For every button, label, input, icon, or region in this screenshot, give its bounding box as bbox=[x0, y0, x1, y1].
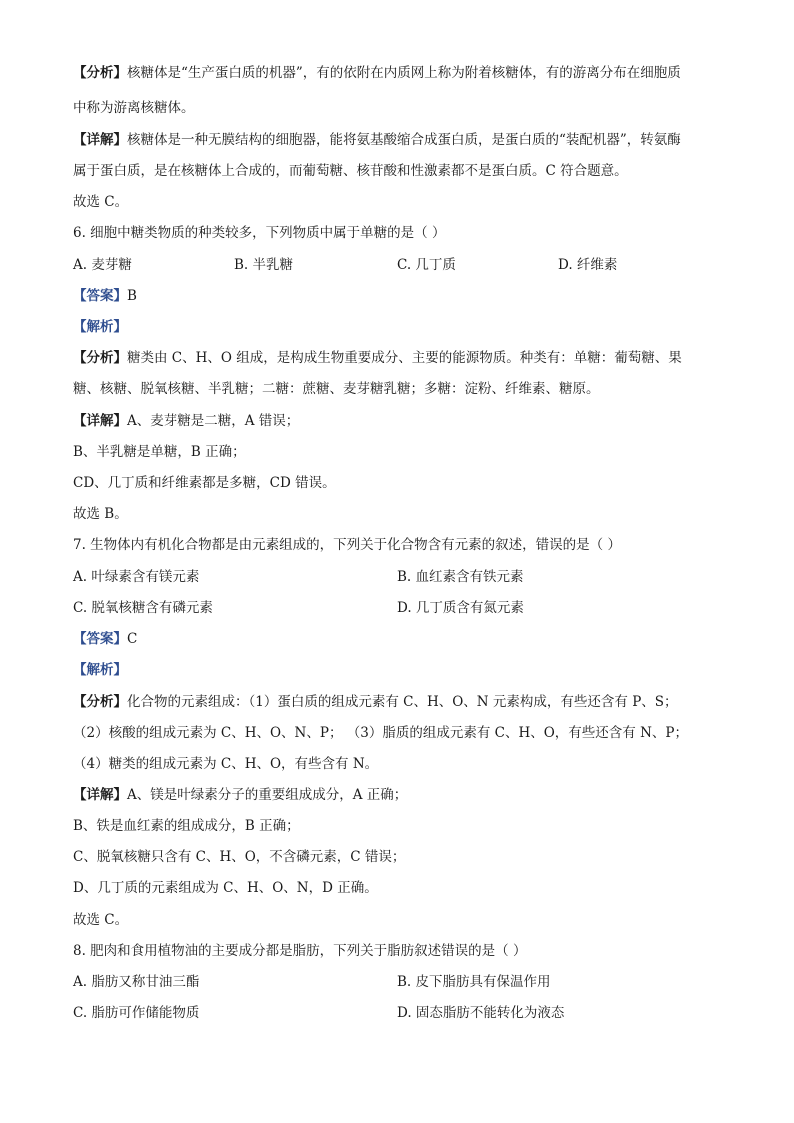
q7-detail-tag: 【详解】 bbox=[73, 787, 127, 803]
q7-answer-value: C bbox=[127, 631, 138, 647]
q7-option-d: D. 几丁质含有氮元素 bbox=[397, 600, 524, 616]
q6-answer-line bbox=[73, 287, 137, 305]
q6-stem: 6. 细胞中糖类物质的种类较多，下列物质中属于单糖的是（ ） bbox=[73, 225, 446, 241]
q5-detail-tag: 【详解】 bbox=[73, 132, 127, 148]
q8-option-b: B. 皮下脂肪具有保温作用 bbox=[397, 974, 551, 990]
q7-answer-tag: 【答案】 bbox=[73, 631, 127, 647]
q6-answer-tag: 【答案】 bbox=[73, 288, 127, 304]
q7-stem: 7. 生物体内有机化合物都是由元素组成的，下列关于化合物含有元素的叙述，错误的是（ ） bbox=[73, 537, 621, 553]
q5-analysis-tag: 【分析】 bbox=[73, 65, 127, 81]
q6-explain-label: 【解析】 bbox=[73, 319, 127, 335]
q5-detail-line-1 bbox=[73, 131, 681, 149]
q6-option-b: B. 半乳糖 bbox=[234, 257, 294, 273]
q7-option-b: B. 血红素含有铁元素 bbox=[397, 569, 524, 585]
q6-analysis-line-1 bbox=[73, 349, 682, 367]
q5-analysis-text-1: 核糖体是“生产蛋白质的机器”，有的依附在内质网上称为附着核糖体，有的游离分布在细胞质 bbox=[127, 65, 681, 81]
q7-detail-text-1: A、镁是叶绿素分子的重要组成成分，A 正确； bbox=[127, 787, 408, 803]
q8-option-a: A. 脂肪又称甘油三酯 bbox=[73, 974, 200, 990]
q5-detail-line-2: 属于蛋白质，是在核糖体上合成的，而葡萄糖、核苷酸和性激素都不是蛋白质。C 符合题意。 bbox=[73, 163, 628, 179]
q6-option-c: C. 几丁质 bbox=[397, 257, 456, 273]
q6-detail-tag: 【详解】 bbox=[73, 413, 127, 429]
q7-explain-tag bbox=[73, 661, 127, 679]
q6-detail-line-1 bbox=[73, 412, 299, 430]
q7-analysis-line-2: （2）核酸的组成元素为 C、H、O、N、P； （3）脂质的组成元素有 C、H、O，有些还含有 N、P； bbox=[73, 725, 688, 741]
q7-detail-line-3: C、脱氧核糖只含有 C、H、O，不含磷元素，C 错误； bbox=[73, 849, 406, 865]
q7-option-c: C. 脱氧核糖含有磷元素 bbox=[73, 600, 213, 616]
q7-analysis-tag: 【分析】 bbox=[73, 694, 127, 710]
q6-detail-text-1: A、麦芽糖是二糖，A 错误； bbox=[127, 413, 300, 429]
q5-choice: 故选 C。 bbox=[73, 194, 129, 210]
q5-analysis-line-2: 中称为游离核糖体。 bbox=[73, 100, 195, 116]
q7-detail-line-4: D、几丁质的元素组成为 C、H、O、N，D 正确。 bbox=[73, 880, 378, 896]
q6-explain-tag bbox=[73, 318, 127, 336]
q6-option-d: D. 纤维素 bbox=[558, 257, 618, 273]
q7-detail-line-2: B、铁是血红素的组成成分，B 正确； bbox=[73, 818, 300, 834]
q5-analysis-line-1 bbox=[73, 64, 681, 82]
q6-analysis-text-1: 糖类由 C、H、O 组成，是构成生物重要成分、主要的能源物质。种类有：单糖：葡萄糖、果 bbox=[127, 350, 682, 366]
q6-option-a: A. 麦芽糖 bbox=[73, 257, 132, 273]
q6-choice: 故选 B。 bbox=[73, 506, 128, 522]
q6-analysis-line-2: 糖、核糖、脱氧核糖、半乳糖；二糖：蔗糖、麦芽糖乳糖；多糖：淀粉、纤维素、糖原。 bbox=[73, 381, 600, 397]
q5-detail-text-1: 核糖体是一种无膜结构的细胞器，能将氨基酸缩合成蛋白质，是蛋白质的“装配机器”，转氨酶 bbox=[127, 132, 681, 148]
q7-option-a: A. 叶绿素含有镁元素 bbox=[73, 569, 200, 585]
q7-analysis-text-1: 化合物的元素组成：（1）蛋白质的组成元素有 C、H、O、N 元素构成，有些还含有 P、S； bbox=[127, 694, 678, 710]
q7-analysis-line-1 bbox=[73, 693, 678, 711]
q7-answer-line bbox=[73, 630, 137, 648]
q6-detail-line-2: B、半乳糖是单糖，B 正确； bbox=[73, 444, 246, 460]
q7-analysis-line-3: （4）糖类的组成元素为 C、H、O，有些含有 N。 bbox=[73, 756, 379, 772]
q8-stem: 8. 肥肉和食用植物油的主要成分都是脂肪，下列关于脂肪叙述错误的是（ ） bbox=[73, 943, 527, 959]
q8-option-d: D. 固态脂肪不能转化为液态 bbox=[397, 1005, 565, 1021]
q6-analysis-tag: 【分析】 bbox=[73, 350, 127, 366]
q8-option-c: C. 脂肪可作储能物质 bbox=[73, 1005, 200, 1021]
q6-detail-line-3: CD、几丁质和纤维素都是多糖，CD 错误。 bbox=[73, 475, 336, 491]
q6-answer-value: B bbox=[127, 288, 137, 304]
q7-detail-line-1 bbox=[73, 786, 407, 804]
q7-choice: 故选 C。 bbox=[73, 912, 129, 928]
q7-explain-label: 【解析】 bbox=[73, 662, 127, 678]
